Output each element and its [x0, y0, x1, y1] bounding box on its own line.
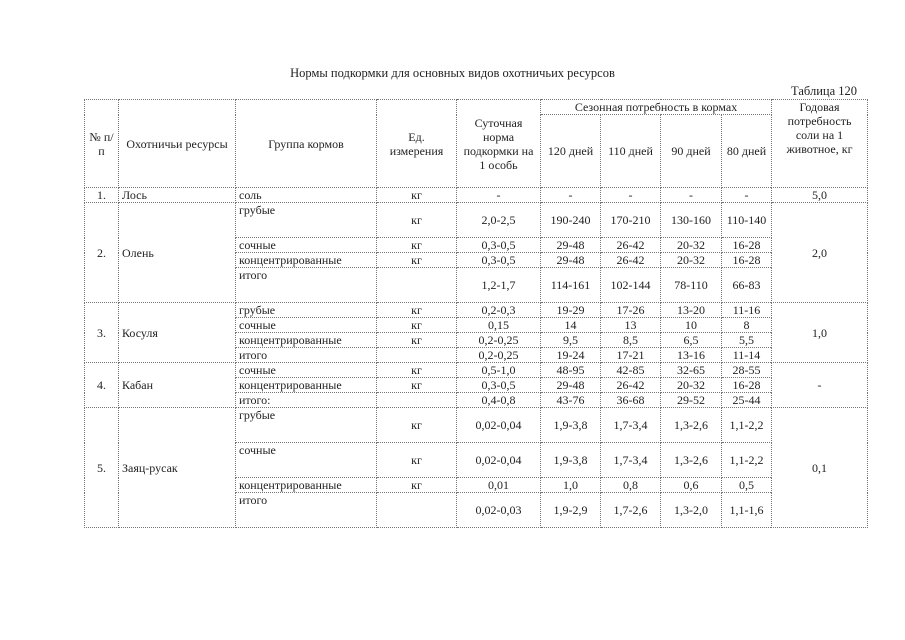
cell-unit: кг [377, 333, 457, 348]
cell-d80: 16-28 [722, 378, 772, 393]
cell-num: 1. [85, 188, 119, 203]
cell-daily: 0,3-0,5 [457, 253, 541, 268]
cell-d80: 11-14 [722, 348, 772, 363]
cell-d120: 48-95 [541, 363, 601, 378]
cell-unit: кг [377, 378, 457, 393]
cell-group: соль [236, 188, 377, 203]
cell-d80: 1,1-2,2 [722, 408, 772, 443]
cell-group: итого: [236, 393, 377, 408]
cell-daily: 0,2-0,25 [457, 348, 541, 363]
cell-unit [377, 393, 457, 408]
table-row [85, 203, 868, 238]
cell-d120: - [541, 188, 601, 203]
cell-group: грубые [236, 203, 377, 238]
cell-group: концентрированные [236, 333, 377, 348]
cell-d90: 78-110 [661, 268, 722, 303]
header-annual: Годовая потребность соли на 1 животное, кг [772, 100, 868, 188]
cell-daily: 0,2-0,25 [457, 333, 541, 348]
cell-d120: 19-24 [541, 348, 601, 363]
cell-d90: 32-65 [661, 363, 722, 378]
header-resource: Охотничьи ресурсы [119, 100, 236, 188]
cell-unit: кг [377, 238, 457, 253]
cell-resource: Лось [119, 188, 236, 203]
cell-daily: 1,2-1,7 [457, 268, 541, 303]
cell-daily: 0,01 [457, 478, 541, 493]
cell-num: 4. [85, 363, 119, 408]
cell-d80: 1,1-2,2 [722, 443, 772, 478]
cell-d90: 0,6 [661, 478, 722, 493]
cell-d90: 13-16 [661, 348, 722, 363]
cell-d110: 17-26 [601, 303, 661, 318]
cell-d80: 0,5 [722, 478, 772, 493]
cell-group: сочные [236, 443, 377, 478]
cell-d80: 110-140 [722, 203, 772, 238]
cell-resource: Косуля [119, 303, 236, 363]
cell-d110: 42-85 [601, 363, 661, 378]
cell-d120: 29-48 [541, 238, 601, 253]
cell-d110: 17-21 [601, 348, 661, 363]
cell-d110: 36-68 [601, 393, 661, 408]
cell-group: сочные [236, 318, 377, 333]
cell-group: концентрированные [236, 253, 377, 268]
cell-annual: 2,0 [772, 203, 868, 303]
cell-d90: 13-20 [661, 303, 722, 318]
cell-unit: кг [377, 478, 457, 493]
cell-d120: 114-161 [541, 268, 601, 303]
cell-annual: 5,0 [772, 188, 868, 203]
cell-d90: 20-32 [661, 378, 722, 393]
cell-d120: 1,0 [541, 478, 601, 493]
cell-d120: 1,9-3,8 [541, 443, 601, 478]
cell-d110: 1,7-2,6 [601, 493, 661, 528]
cell-d120: 29-48 [541, 378, 601, 393]
cell-d110: 8,5 [601, 333, 661, 348]
cell-d110: 26-42 [601, 253, 661, 268]
cell-group: концентрированные [236, 478, 377, 493]
table-body [85, 188, 868, 528]
cell-group: итого [236, 268, 377, 303]
cell-unit: кг [377, 253, 457, 268]
cell-d110: 102-144 [601, 268, 661, 303]
cell-group: итого [236, 348, 377, 363]
cell-daily: 0,02-0,03 [457, 493, 541, 528]
cell-group: концентрированные [236, 378, 377, 393]
header-unit: Ед. измерения [377, 100, 457, 188]
cell-d80: - [722, 188, 772, 203]
cell-d80: 25-44 [722, 393, 772, 408]
cell-d80: 8 [722, 318, 772, 333]
cell-annual: 0,1 [772, 408, 868, 528]
table-row [85, 303, 868, 318]
cell-d80: 16-28 [722, 253, 772, 268]
cell-d90: 20-32 [661, 238, 722, 253]
cell-daily: 0,3-0,5 [457, 378, 541, 393]
table-row [85, 408, 868, 443]
cell-d110: 26-42 [601, 378, 661, 393]
feeding-norms-table [84, 99, 868, 528]
cell-d120: 1,9-3,8 [541, 408, 601, 443]
cell-num: 2. [85, 203, 119, 303]
cell-d110: 13 [601, 318, 661, 333]
cell-d80: 1,1-1,6 [722, 493, 772, 528]
table-number: Таблица 120 [791, 84, 857, 98]
header-days-90: 90 дней [661, 115, 722, 188]
cell-resource: Кабан [119, 363, 236, 408]
cell-unit: кг [377, 303, 457, 318]
cell-unit: кг [377, 443, 457, 478]
cell-d120: 190-240 [541, 203, 601, 238]
cell-d120: 43-76 [541, 393, 601, 408]
header-num: № п/п [85, 100, 119, 188]
cell-unit [377, 348, 457, 363]
cell-daily: 2,0-2,5 [457, 203, 541, 238]
header-group: Группа кормов [236, 100, 377, 188]
cell-num: 3. [85, 303, 119, 363]
cell-unit [377, 268, 457, 303]
table-row [85, 188, 868, 203]
cell-d110: 1,7-3,4 [601, 408, 661, 443]
table-row [85, 363, 868, 378]
cell-unit: кг [377, 363, 457, 378]
cell-d80: 28-55 [722, 363, 772, 378]
cell-group: сочные [236, 363, 377, 378]
header-seasonal: Сезонная потребность в кормах [541, 100, 772, 115]
cell-unit: кг [377, 318, 457, 333]
cell-d80: 66-83 [722, 268, 772, 303]
cell-d90: - [661, 188, 722, 203]
cell-d90: 20-32 [661, 253, 722, 268]
cell-d110: 0,8 [601, 478, 661, 493]
cell-d80: 5,5 [722, 333, 772, 348]
cell-daily: 0,15 [457, 318, 541, 333]
cell-d80: 16-28 [722, 238, 772, 253]
cell-resource: Олень [119, 203, 236, 303]
cell-resource: Заяц-русак [119, 408, 236, 528]
cell-group: сочные [236, 238, 377, 253]
cell-group: итого [236, 493, 377, 528]
cell-d110: 1,7-3,4 [601, 443, 661, 478]
cell-unit [377, 493, 457, 528]
cell-num: 5. [85, 408, 119, 528]
cell-d90: 1,3-2,0 [661, 493, 722, 528]
cell-d90: 1,3-2,6 [661, 443, 722, 478]
cell-d90: 10 [661, 318, 722, 333]
cell-daily: 0,02-0,04 [457, 408, 541, 443]
cell-d90: 29-52 [661, 393, 722, 408]
cell-annual: 1,0 [772, 303, 868, 363]
header-days-110: 110 дней [601, 115, 661, 188]
cell-d110: - [601, 188, 661, 203]
cell-d120: 9,5 [541, 333, 601, 348]
cell-daily: 0,5-1,0 [457, 363, 541, 378]
cell-unit: кг [377, 408, 457, 443]
header-days-120: 120 дней [541, 115, 601, 188]
header-days-80: 80 дней [722, 115, 772, 188]
cell-group: грубые [236, 303, 377, 318]
table-title: Нормы подкормки для основных видов охотничьих ресурсов [290, 66, 615, 80]
cell-d120: 1,9-2,9 [541, 493, 601, 528]
cell-d80: 11-16 [722, 303, 772, 318]
cell-annual: - [772, 363, 868, 408]
cell-daily: 0,3-0,5 [457, 238, 541, 253]
cell-d90: 1,3-2,6 [661, 408, 722, 443]
cell-unit: кг [377, 188, 457, 203]
cell-d110: 170-210 [601, 203, 661, 238]
cell-d90: 6,5 [661, 333, 722, 348]
cell-daily: 0,02-0,04 [457, 443, 541, 478]
cell-daily: 0,2-0,3 [457, 303, 541, 318]
cell-unit: кг [377, 203, 457, 238]
cell-d120: 29-48 [541, 253, 601, 268]
cell-group: грубые [236, 408, 377, 443]
cell-d90: 130-160 [661, 203, 722, 238]
cell-d120: 19-29 [541, 303, 601, 318]
header-daily: Суточная норма подкормки на 1 особь [457, 100, 541, 188]
cell-d120: 14 [541, 318, 601, 333]
cell-daily: - [457, 188, 541, 203]
cell-daily: 0,4-0,8 [457, 393, 541, 408]
header-row-1 [85, 100, 868, 115]
cell-d110: 26-42 [601, 238, 661, 253]
